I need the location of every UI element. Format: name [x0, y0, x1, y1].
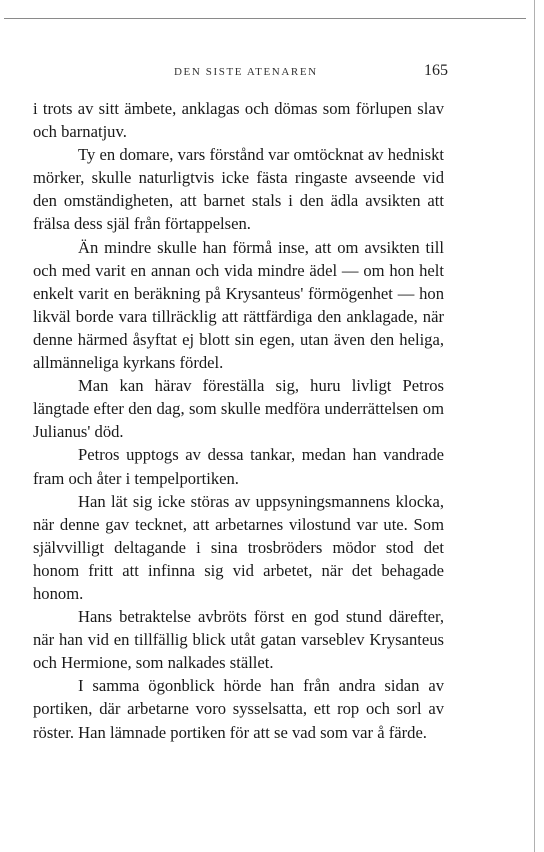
paragraph: Man kan härav föreställa sig, huru livligt Petros längtade efter den dag, som skulle medföra underrättelsen om Julianus' död. — [33, 376, 444, 442]
paragraph: i trots av sitt ämbete, anklagas och dömas som förlupen slav och barnatjuv. — [33, 99, 444, 142]
body-text — [33, 97, 444, 744]
paragraph: Än mindre skulle han förmå inse, att om avsikten till och med varit en annan och vida mindre ädel — om hon helt enkelt varit en beräkning på Krysanteus' förmögenhet — hon likväl borde vara tillräcklig att rättfärdiga den anklagade, när denne härmed åsyftat ej blott sin egen, utan även den heliga, allmänneliga kyrkans fördel. — [33, 237, 444, 373]
paragraph: Han lät sig icke störas av uppsyningsmannens klocka, när denne gav tecknet, att arbetarnes vilostund var ute. Som självvilligt deltagande i sina trosbröders mödor stod det honom fritt att infinna sig vid arbetet, när det behagade honom. — [33, 491, 444, 603]
running-head: DEN SISTE ATENAREN — [174, 66, 318, 78]
page-number: 165 — [424, 62, 448, 79]
paragraph: Hans betraktelse avbröts först en god stund därefter, när han vid en tillfällig blick utåt gatan varseblev Krysanteus och Hermione, som nalkades stället. — [33, 607, 444, 673]
top-rule — [4, 18, 526, 19]
paragraph: Ty en domare, vars förstånd var omtöcknat av hedniskt mörker, skulle naturligtvis icke fästa ringaste avseende vid den omständigheten, att barnet stals i den ädla avsikten att frälsa dess själ från förtappelsen. — [33, 145, 444, 234]
page-edge-rule — [534, 0, 535, 852]
paragraph: Petros upptogs av dessa tankar, medan han vandrade fram och åter i tempelportiken. — [33, 445, 444, 488]
paragraph: I samma ögonblick hörde han från andra sidan av portiken, där arbetarne voro sysselsatta, ett rop och sorl av röster. Han lämnade portiken för att se vad som var å färde. — [33, 676, 444, 742]
